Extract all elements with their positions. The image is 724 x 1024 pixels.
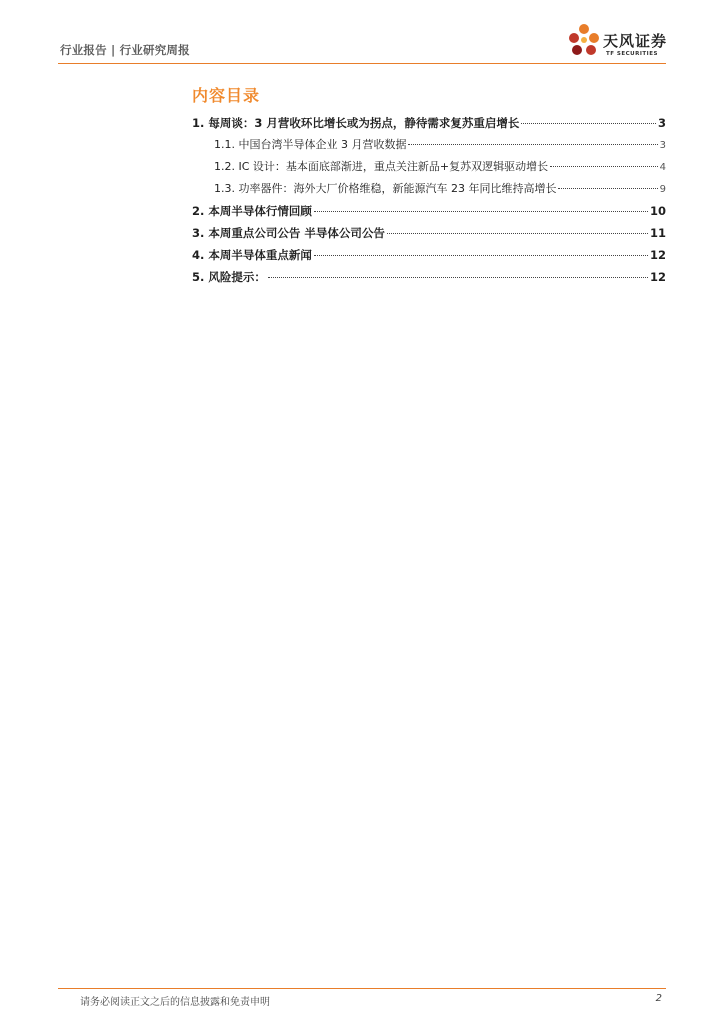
toc-entry-page: 4 (659, 162, 666, 173)
toc-entry-page: 10 (649, 204, 666, 218)
toc-entry[interactable] (192, 134, 666, 156)
footer-disclaimer: 请务必阅读正文之后的信息披露和免责申明 (80, 997, 270, 1008)
toc-entry-text: 1. 每周谈：3 月营收环比增长或为拐点，静待需求复苏重启增长 (192, 116, 520, 130)
toc-entry[interactable] (192, 178, 666, 200)
toc-entry[interactable] (192, 266, 666, 288)
toc-title: 内容目录 (192, 86, 261, 105)
toc-entry-text: 2. 本周半导体行情回顾 (192, 204, 312, 218)
toc-entry-page: 9 (659, 184, 666, 195)
header-divider (58, 63, 666, 64)
toc-leader-dots (268, 277, 648, 278)
toc-entry-text: 1.3. 功率器件：海外大厂价格维稳，新能源汽车 23 年同比维持高增长 (214, 182, 557, 195)
toc-entry-text: 1.2. IC 设计：基本面底部渐进，重点关注新品+复苏双逻辑驱动增长 (214, 160, 549, 173)
toc-entry[interactable] (192, 200, 666, 222)
company-logo (566, 20, 674, 62)
toc-entry[interactable] (192, 156, 666, 178)
toc-entry-text: 3. 本周重点公司公告 半导体公司公告 (192, 226, 385, 240)
report-category: 行业报告 | 行业研究周报 (60, 43, 190, 57)
toc-entry-page: 12 (649, 248, 666, 262)
toc-entry-text: 5. 风险提示： (192, 270, 266, 284)
toc-entry-text: 1.1. 中国台湾半导体企业 3 月营收数据 (214, 138, 407, 151)
logo-name-en: TF SECURITIES (606, 51, 658, 57)
flower-logo-icon (566, 22, 602, 62)
toc-entry[interactable] (192, 222, 666, 244)
logo-name-cn: 天风证券 (603, 32, 668, 50)
toc-entry-page: 11 (649, 226, 666, 240)
toc-entry-page: 3 (659, 140, 666, 151)
toc-leader-dots (550, 166, 658, 167)
table-of-contents (192, 112, 666, 288)
toc-leader-dots (521, 123, 656, 124)
toc-entry-page: 3 (657, 116, 666, 130)
page-number: 2 (655, 993, 662, 1004)
toc-leader-dots (387, 233, 648, 234)
toc-leader-dots (558, 188, 657, 189)
toc-entry[interactable] (192, 244, 666, 266)
footer-divider (58, 988, 666, 989)
toc-entry-text: 4. 本周半导体重点新闻 (192, 248, 312, 262)
toc-leader-dots (314, 211, 648, 212)
toc-entry[interactable] (192, 112, 666, 134)
toc-leader-dots (408, 144, 657, 145)
toc-leader-dots (314, 255, 648, 256)
toc-entry-page: 12 (649, 270, 666, 284)
